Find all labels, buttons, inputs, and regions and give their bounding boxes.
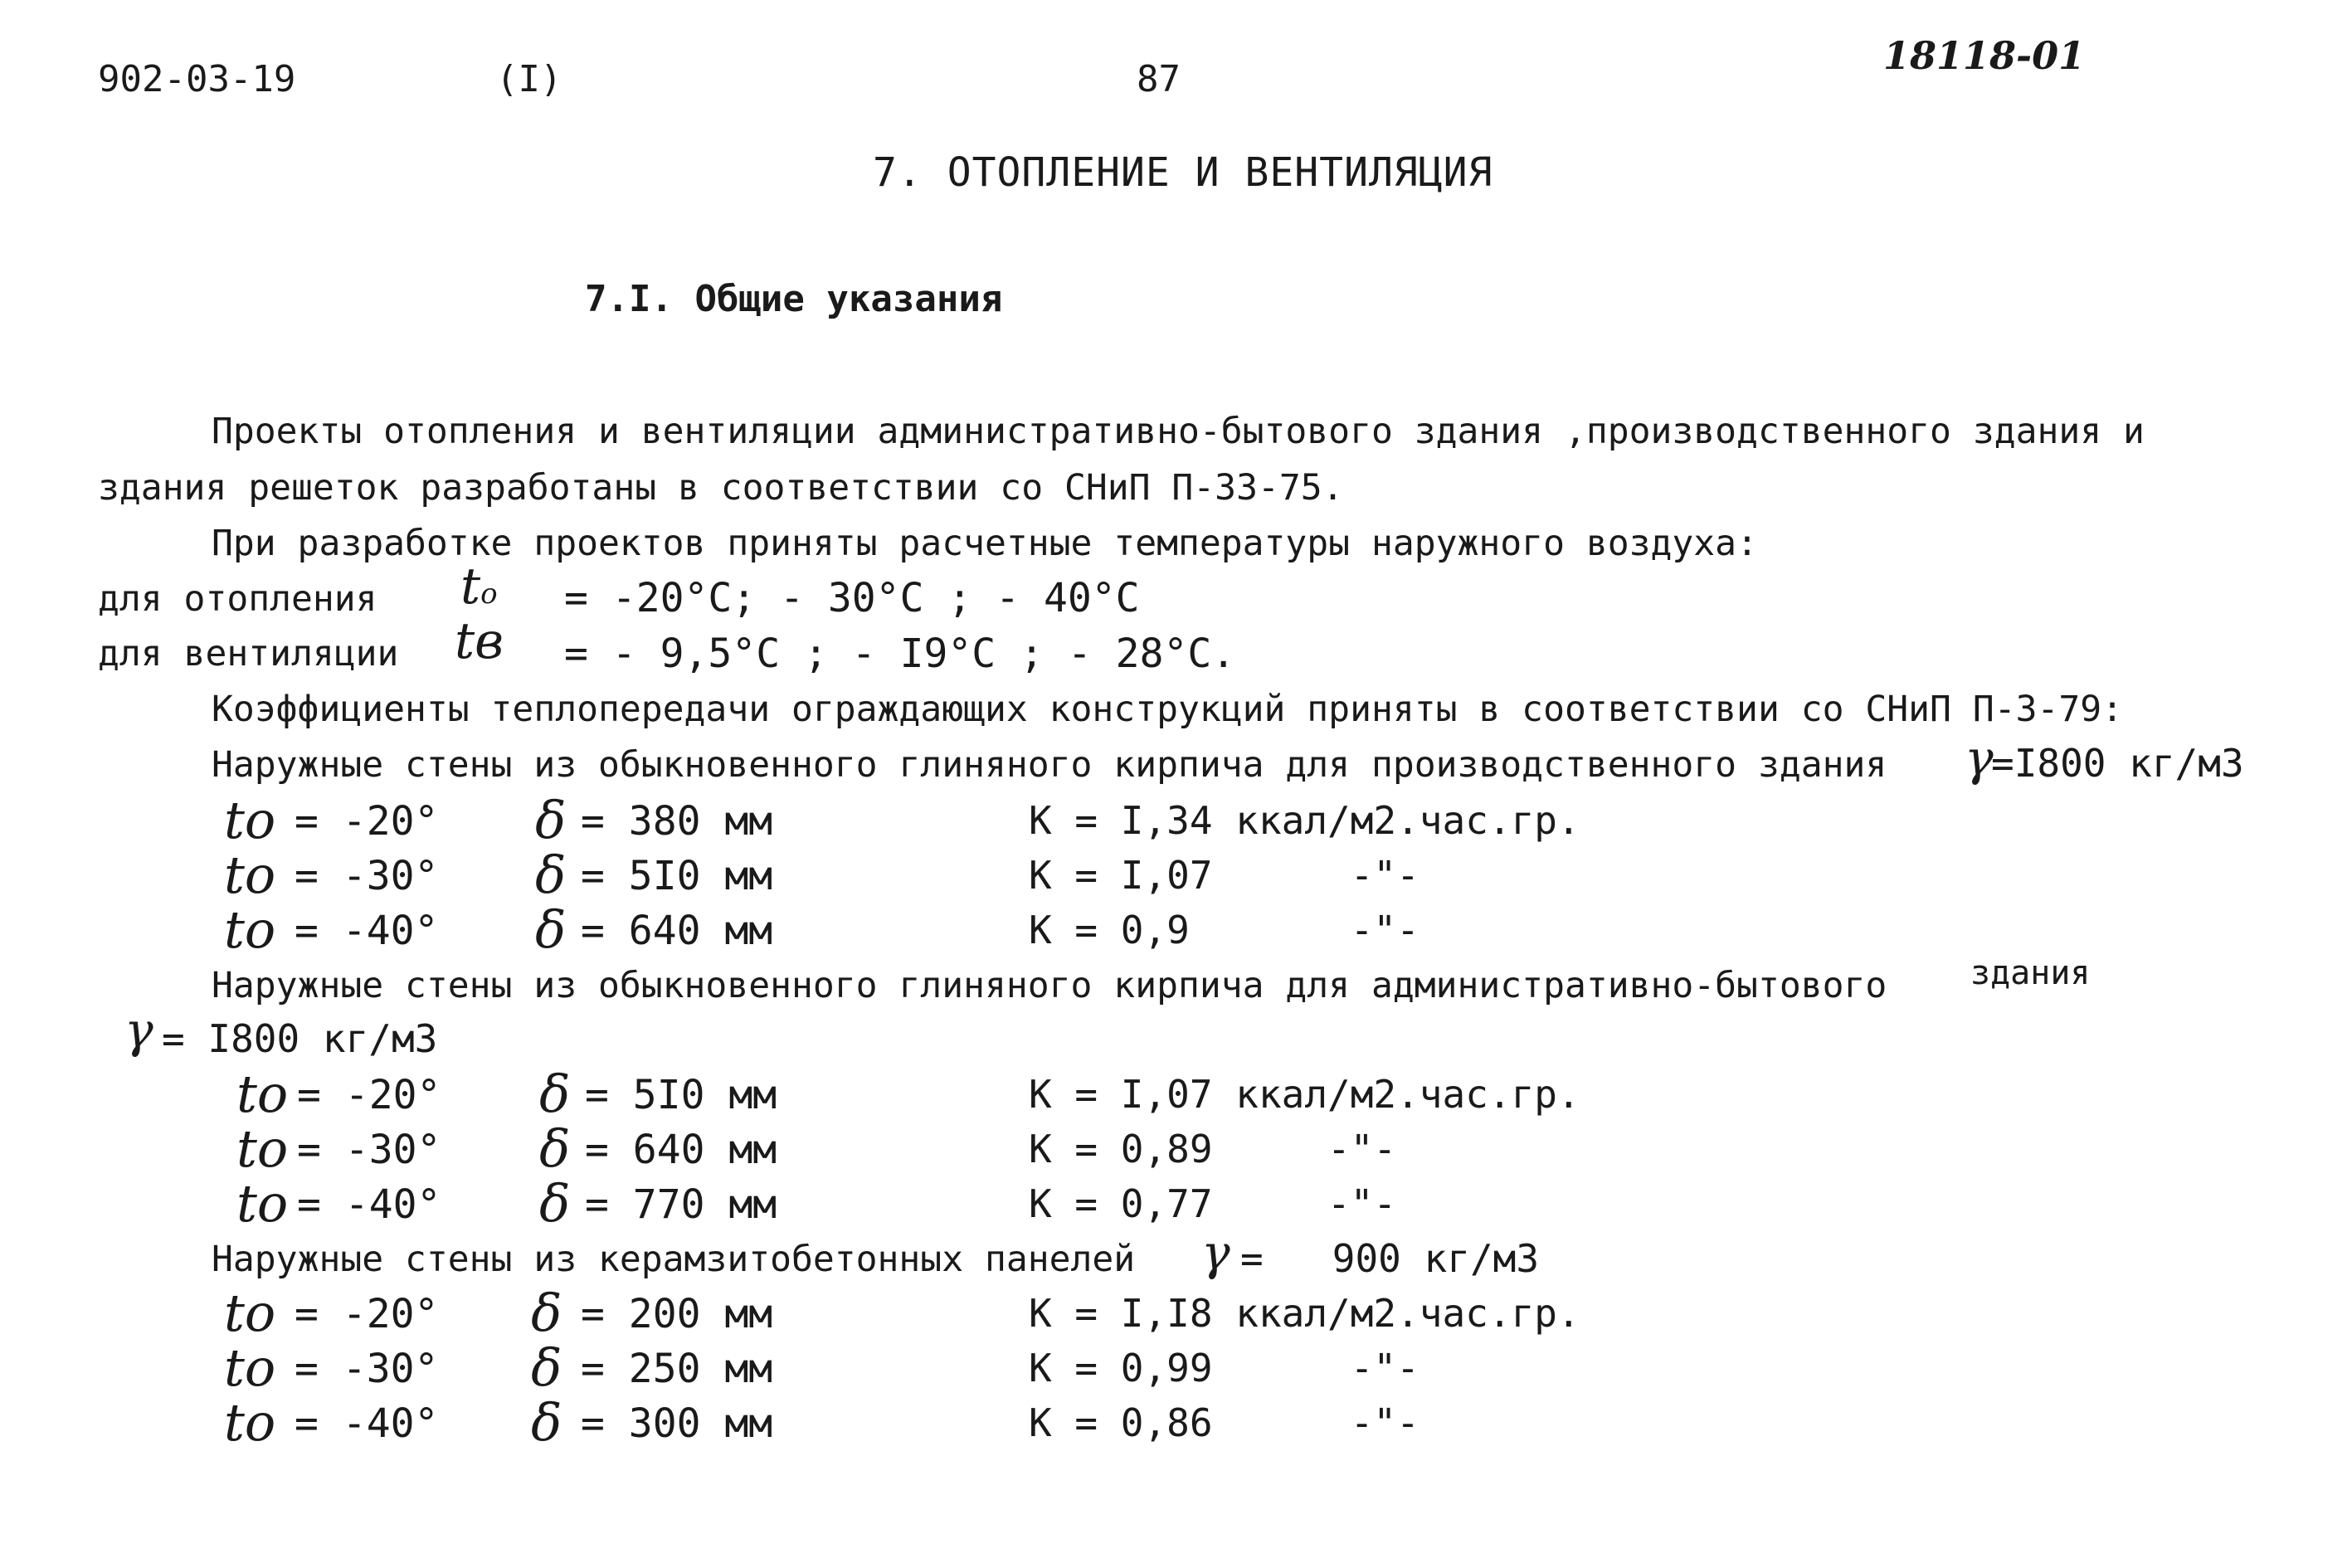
wall-thickness: = 5I0 мм [581,853,773,899]
table-row [0,1337,2352,1400]
heating-label: для отопления [98,578,377,620]
table-row [0,1173,2352,1236]
group1-density: =I800 кг/м3 [1991,741,2244,786]
ventilation-label: для вентиляции [98,633,399,674]
handwritten-reference: 18118-01 [1883,33,2086,78]
outdoor-temp: = -20° [295,798,439,845]
delta-symbol: δ [535,899,567,960]
heat-transfer-coefficient: К = 0,99 -"- [1029,1346,1419,1390]
wall-thickness: = 200 мм [581,1291,773,1337]
heat-transfer-coefficient: К = I,I8 ккал/м2.час.гр. [1029,1291,1580,1336]
volume-number: (I) [496,58,562,100]
table-row [0,1283,2352,1346]
outdoor-temp: = -40° [295,908,439,954]
outdoor-temp: = -30° [297,1127,441,1173]
t-ventilation-symbol: tв [455,612,504,670]
outdoor-temp: = -30° [295,853,439,899]
delta-symbol: δ [531,1283,562,1343]
t-outdoor-symbol: tо [460,558,498,616]
table-row [0,790,2352,853]
group1-heading: Наружные стены из обыкновенного глиняного кирпича для производственного здания [212,744,1887,786]
gamma-symbol: γ [124,1002,153,1059]
table-row [0,1064,2352,1127]
t-outdoor-symbol: tо [224,899,276,960]
wall-thickness: = 770 мм [585,1181,777,1228]
t-outdoor-symbol: tо [236,1173,289,1234]
delta-symbol: δ [539,1064,571,1124]
paragraph-2: При разработке проектов приняты расчетные температуры наружного воздуха: [212,523,1758,564]
t-outdoor-symbol: tо [224,845,276,905]
heat-transfer-coefficient: К = I,07 -"- [1029,853,1419,898]
subsection-title: 7.I. Общие указания [585,278,1003,320]
t-outdoor-symbol: tо [236,1064,289,1124]
gamma-symbol: γ [1201,1225,1230,1281]
wall-thickness: = 250 мм [581,1346,773,1392]
outdoor-temp: = -30° [295,1346,439,1392]
document-code: 902-03-19 [98,58,296,100]
delta-symbol: δ [531,1392,562,1453]
ventilation-temperatures: = - 9,5°С ; - I9°С ; - 28°С. [564,631,1236,677]
group3-heading: Наружные стены из керамзитобетонных панелей [212,1239,1136,1280]
table-row [0,845,2352,908]
outdoor-temp: = -20° [295,1291,439,1337]
section-title: 7. ОТОПЛЕНИЕ И ВЕНТИЛЯЦИЯ [873,149,1493,196]
heat-transfer-coefficient: К = I,34 ккал/м2.час.гр. [1029,798,1580,843]
wall-thickness: = 300 мм [581,1400,773,1447]
heating-temperatures: = -20°С; - 30°С ; - 40°С [564,575,1140,621]
delta-symbol: δ [539,1173,571,1234]
gamma-symbol: γ [1965,730,1994,786]
paragraph-3: Коэффициенты теплопередачи ограждающих конструкций приняты в соответствии со СНиП П-3-79: [212,689,2124,730]
page-number: 87 [1137,58,1181,100]
wall-thickness: = 640 мм [585,1127,777,1173]
t-outdoor-symbol: tо [224,1283,276,1343]
heat-transfer-coefficient: К = I,07 ккал/м2.час.гр. [1029,1072,1580,1117]
table-row [0,1118,2352,1181]
paragraph-1-line-2: здания решеток разработаны в соответствии со СНиП П-33-75. [98,467,1344,509]
group2-heading: Наружные стены из обыкновенного глиняного кирпича для административно-бытового [212,965,1887,1006]
wall-thickness: = 5I0 мм [585,1072,777,1118]
heat-transfer-coefficient: К = 0,89 -"- [1029,1127,1397,1171]
t-outdoor-symbol: tо [224,1337,276,1398]
delta-symbol: δ [535,845,567,905]
group2-heading-end: здания [1970,954,2091,992]
delta-symbol: δ [531,1337,562,1398]
paragraph-1-line-1: Проекты отопления и вентиляции административно-бытового здания ,производственного здания и [212,411,2145,452]
t-outdoor-symbol: tо [224,1392,276,1453]
outdoor-temp: = -40° [295,1400,439,1447]
t-outdoor-symbol: tо [236,1118,289,1179]
wall-thickness: = 640 мм [581,908,773,954]
delta-symbol: δ [535,790,567,850]
heat-transfer-coefficient: К = 0,86 -"- [1029,1400,1419,1445]
t-outdoor-symbol: tо [224,790,276,850]
wall-thickness: = 380 мм [581,798,773,845]
group3-density: = 900 кг/м3 [1240,1236,1540,1281]
heat-transfer-coefficient: К = 0,77 -"- [1029,1181,1397,1226]
outdoor-temp: = -40° [297,1181,441,1228]
heat-transfer-coefficient: К = 0,9 -"- [1029,908,1419,952]
outdoor-temp: = -20° [297,1072,441,1118]
delta-symbol: δ [539,1118,571,1179]
table-row [0,1392,2352,1455]
group2-density: = I800 кг/м3 [162,1016,438,1061]
